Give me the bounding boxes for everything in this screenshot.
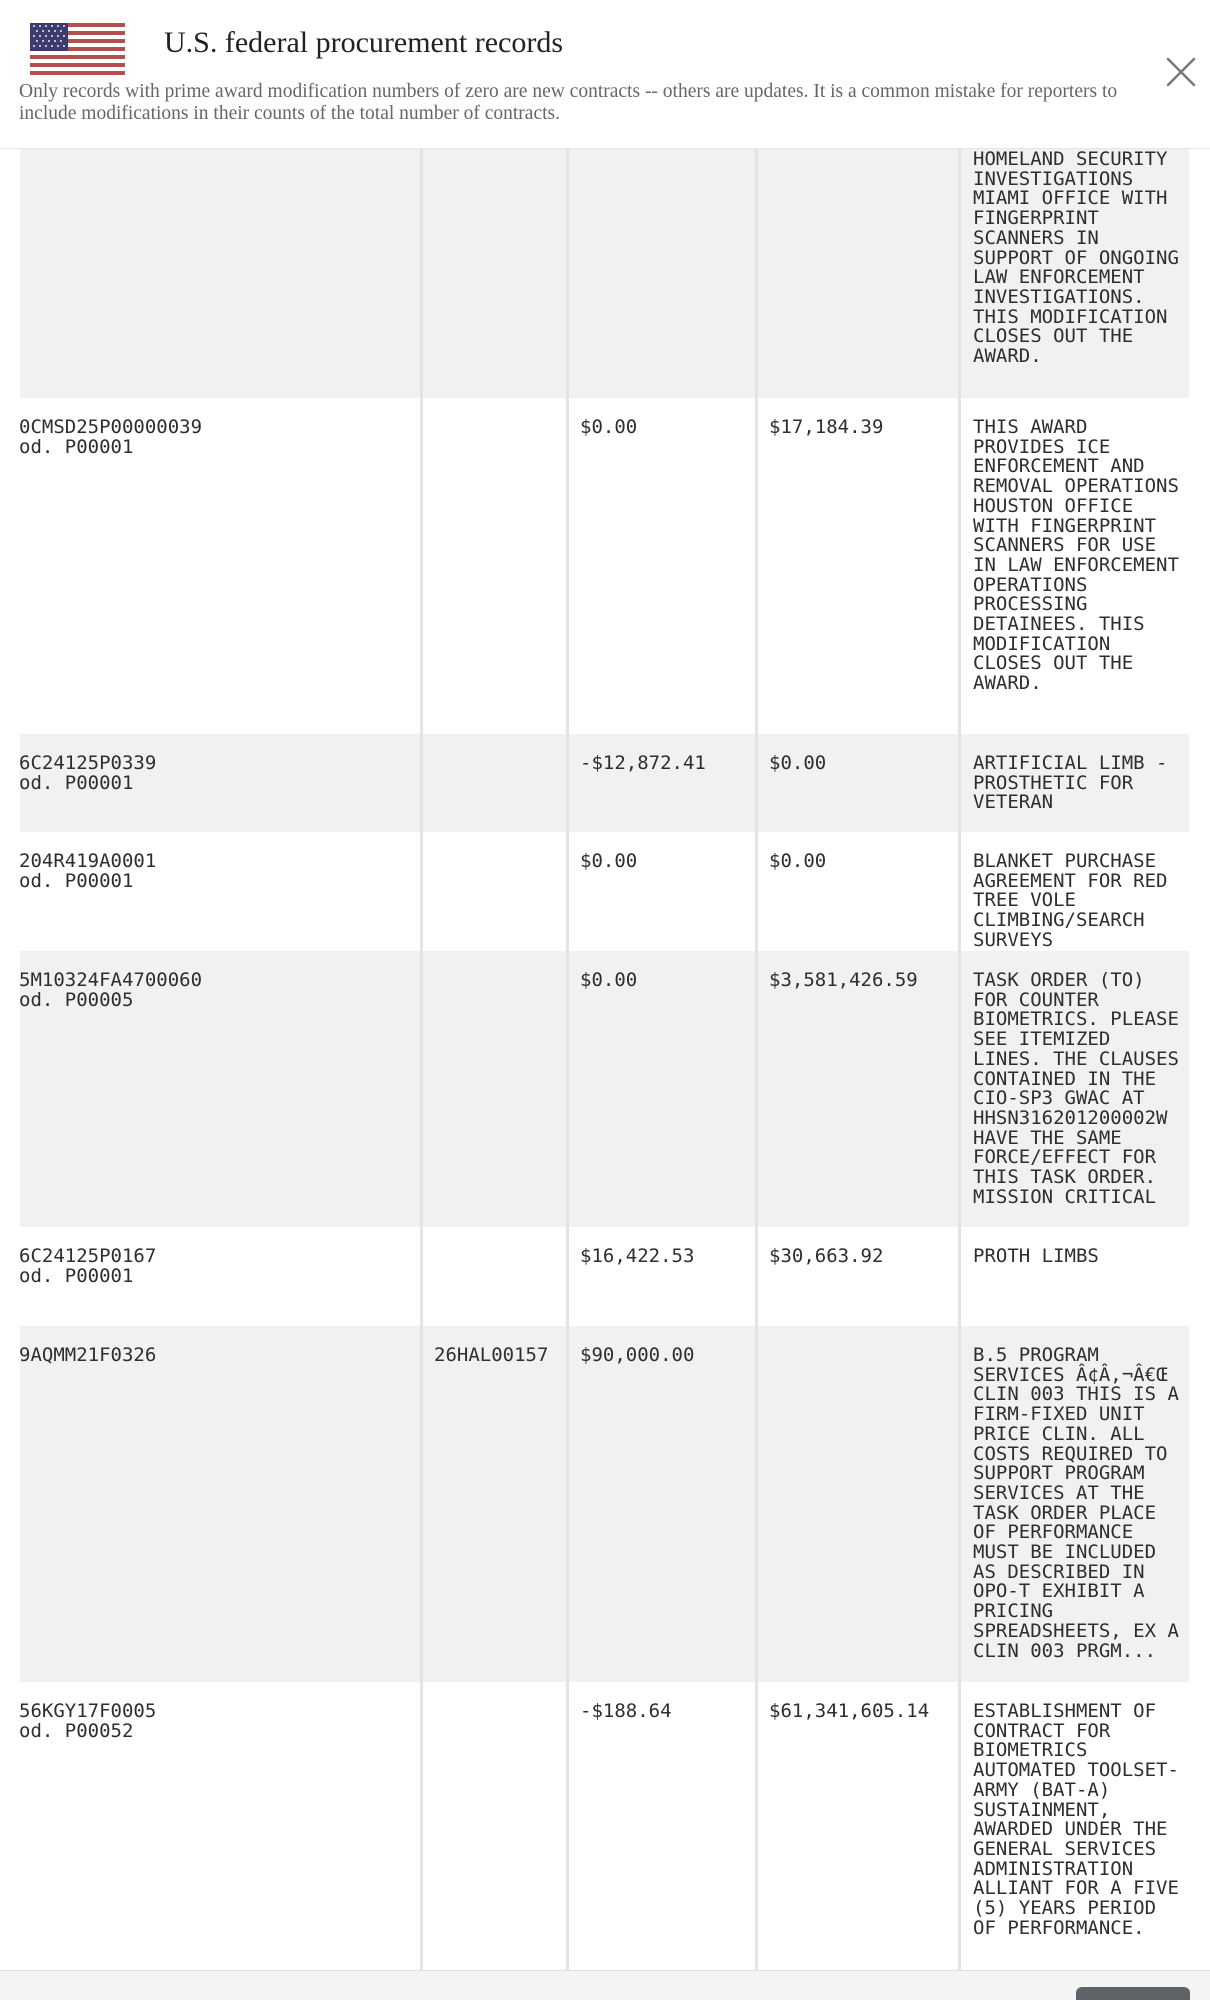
description-cell: TASK ORDER (TO) FOR COUNTER BIOMETRICS. PLEASE SEE ITEMIZED LINES. THE CLAUSES CONTAINED IN THE CIO-SP3 GWAC AT HHSN316201200002W HAVE THE SAME FORCE/EFFECT FOR THIS TASK ORDER. MISSION CRITICAL <box>973 969 1191 1208</box>
obligation-cell: $16,422.53 <box>580 1245 695 1267</box>
obligation-cell: $0.00 <box>580 850 638 872</box>
total-value-cell: $61,341,605.14 <box>769 1700 930 1722</box>
modification-number: od. P00001 <box>19 869 134 892</box>
column-divider <box>755 149 758 1970</box>
award-id: 56KGY17F0005 <box>19 1700 157 1722</box>
award-id: 5M10324FA4700060 <box>19 969 203 991</box>
award-id: 0CMSD25P00000039 <box>19 416 203 438</box>
table-row <box>20 1326 1189 1682</box>
description-cell: B.5 PROGRAM SERVICES Â¢Â,¬Â€Œ CLIN 003 THIS IS A FIRM-FIXED UNIT PRICE CLIN. ALL COSTS REQUIRED TO SUPPORT PROGRAM SERVICES AT THE TASK ORDER PLACE OF PERFORMANCE MUST BE INCLUDED AS DESCRIBED IN OPO-T EXHIBIT A PRICING SPREADSHEETS, EX A CLIN 003 PRGM... <box>973 1344 1191 1662</box>
award-id-cell <box>19 852 156 891</box>
modification-number: od. P00005 <box>19 988 134 1011</box>
total-value-cell: $3,581,426.59 <box>769 969 918 991</box>
award-id: 6C24125P0339 <box>19 752 157 774</box>
description-cell: THIS AWARD PROVIDES ICE ENFORCEMENT AND REMOVAL OPERATIONS HOUSTON OFFICE WITH FINGERPRINT SCANNERS FOR USE IN LAW ENFORCEMENT OPERATIONS PROCESSING DETAINEES. THIS MODIFICATION CLOSES OUT THE AWARD. <box>973 416 1191 695</box>
modal-footer <box>0 1970 1210 2000</box>
modification-notice: Only records with prime award modification numbers of zero are new contracts -- others are updates. It is a common mistake for reporters to include modifications in their counts of the total number of contracts. <box>19 81 1118 124</box>
obligation-cell: -$188.64 <box>580 1700 672 1722</box>
total-value-cell: $17,184.39 <box>769 416 884 438</box>
modification-number: od. P00001 <box>19 771 134 794</box>
table-row <box>20 1227 1189 1326</box>
description-cell: BLANKET PURCHASE AGREEMENT FOR RED TREE VOLE CLIMBING/SEARCH SURVEYS <box>973 850 1179 951</box>
award-id-cell <box>19 754 156 793</box>
total-value-cell: $0.00 <box>769 752 827 774</box>
award-id: 204R419A0001 <box>19 850 157 872</box>
obligation-cell: -$12,872.41 <box>580 752 706 774</box>
award-id: 6C24125P0167 <box>19 1245 157 1267</box>
obligation-cell: $90,000.00 <box>580 1344 695 1366</box>
column-divider <box>566 149 569 1970</box>
award-id-cell <box>19 971 202 1010</box>
table-row <box>20 398 1189 734</box>
column-divider <box>420 149 423 1970</box>
modal-title: U.S. federal procurement records <box>164 26 563 59</box>
table-row <box>20 832 1189 951</box>
award-id-cell <box>19 1247 156 1286</box>
award-id-cell <box>19 418 202 457</box>
description-cell: HOMELAND SECURITY INVESTIGATIONS MIAMI OFFICE WITH FINGERPRINT SCANNERS IN SUPPORT OF ONGOING LAW ENFORCEMENT INVESTIGATIONS. THIS MODIFICATION CLOSES OUT THE AWARD. <box>973 149 1191 368</box>
obligation-cell: $0.00 <box>580 969 638 991</box>
total-value-cell: $30,663.92 <box>769 1245 884 1267</box>
modification-number: od. P00052 <box>19 1719 134 1742</box>
referenced-idv-cell: 26HAL00157 <box>434 1344 549 1366</box>
close-icon[interactable] <box>1165 56 1197 88</box>
award-id: 9AQMM21F0326 <box>19 1344 157 1366</box>
obligation-cell: $0.00 <box>580 416 638 438</box>
description-cell: ESTABLISHMENT OF CONTRACT FOR BIOMETRICS AUTOMATED TOOLSET-ARMY (BAT-A) SUSTAINMENT, AWARDED UNDER THE GENERAL SERVICES ADMINISTRATION ALLIANT FOR A FIVE (5) YEARS PERIOD OF PERFORMANCE. <box>973 1700 1191 1939</box>
award-id-cell <box>19 1346 156 1366</box>
table-row <box>20 1682 1189 1970</box>
modification-number: od. P00001 <box>19 435 134 458</box>
table-row <box>20 951 1189 1227</box>
description-cell: PROTH LIMBS <box>973 1245 1099 1267</box>
modal-header <box>0 0 1210 149</box>
table-row <box>20 149 1189 398</box>
modification-number: od. P00001 <box>19 1264 134 1287</box>
table-row <box>20 734 1189 832</box>
footer-button[interactable] <box>1076 1987 1190 2000</box>
records-table <box>0 149 1210 1970</box>
description-cell: ARTIFICIAL LIMB - PROSTHETIC FOR VETERAN <box>973 752 1179 814</box>
award-id-cell <box>19 1702 156 1741</box>
total-value-cell: $0.00 <box>769 850 827 872</box>
us-flag-icon <box>30 23 125 75</box>
column-divider <box>958 149 961 1970</box>
